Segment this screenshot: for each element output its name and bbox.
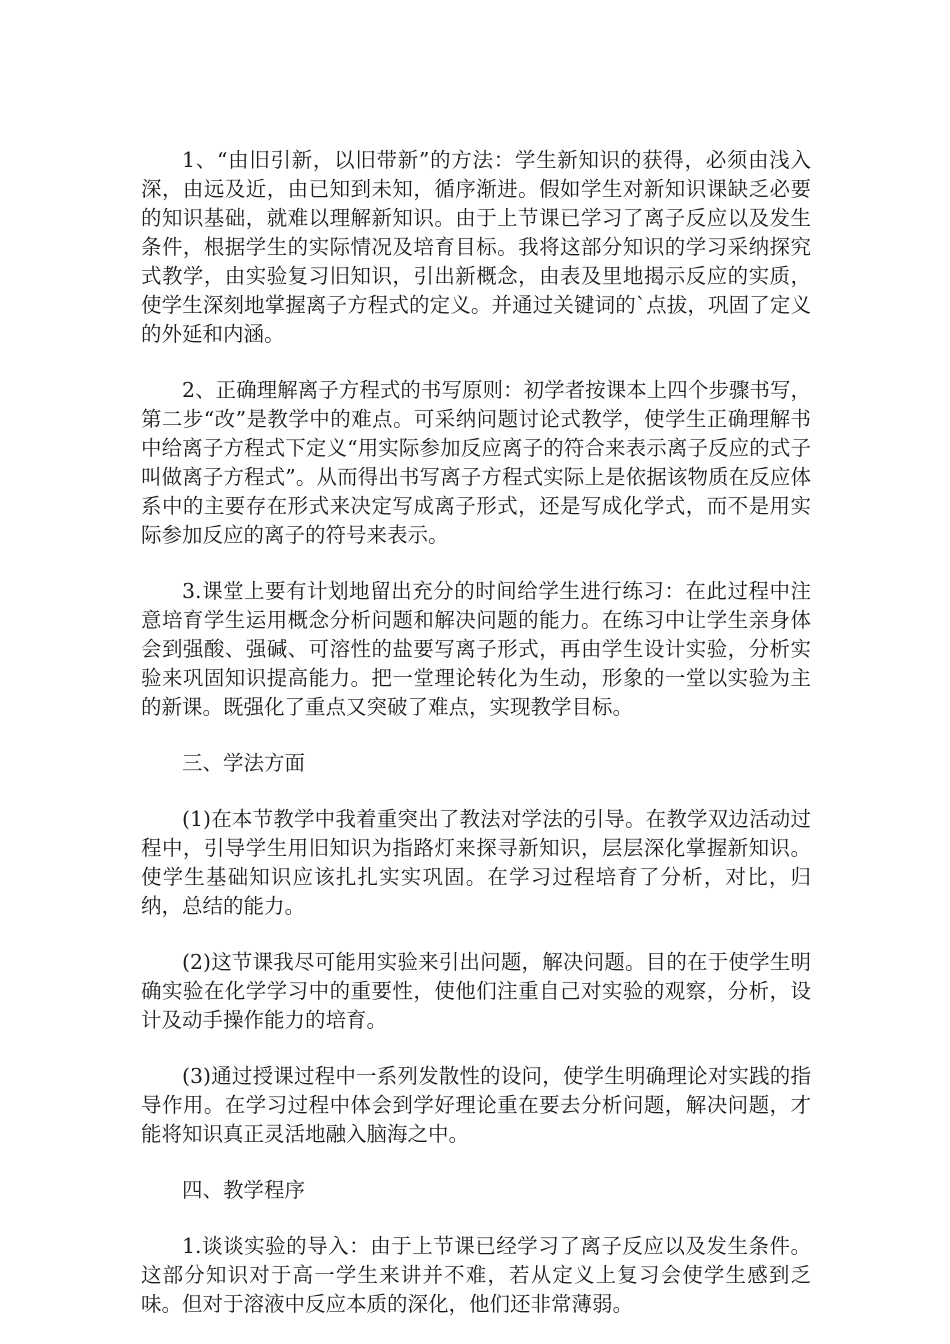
paragraph-experiment-introduction: 1.谈谈实验的导入：由于上节课已经学习了离子反应以及发生条件。这部分知识对于高一学生来讲并不难，若从定义上复习会使学生感到乏味。但对于溶液中反应本质的深化，他们还非常薄弱。 (141, 1234, 811, 1316)
section-heading-learning-methods: 三、学法方面 (182, 751, 305, 775)
document-body (141, 146, 811, 1319)
paragraph-ionic-equation-principles: 2、正确理解离子方程式的书写原则：初学者按课本上四个步骤书写，第二步“改”是教学中的难点。可采纳问题讨论式教学，使学生正确理解书中给离子方程式下定义“用实际参加反应离子的符合来表示离子反应的式子叫做离子方程式”。从而得出书写离子方程式实际上是依据该物质在反应体系中的主要存在形式来决定写成离子形式，还是写成化学式，而不是用实际参加反应的离子的符号来表示。 (141, 378, 811, 547)
paragraph-learning-method-2: (2)这节课我尽可能用实验来引出问题，解决问题。目的在于使学生明确实验在化学学习中的重要性，使他们注重自己对实验的观察，分析，设计及动手操作能力的培育。 (141, 950, 811, 1032)
paragraph-learning-method-3: (3)通过授课过程中一系列发散性的设问，使学生明确理论对实践的指导作用。在学习过程中体会到学好理论重在要去分析问题，解决问题，才能将知识真正灵活地融入脑海之中。 (141, 1064, 811, 1146)
paragraph-classroom-practice: 3.课堂上要有计划地留出充分的时间给学生进行练习：在此过程中注意培育学生运用概念分析问题和解决问题的能力。在练习中让学生亲身体会到强酸、强碱、可溶性的盐要写离子形式，再由学生设计实验，分析实验来巩固知识提高能力。把一堂理论转化为生动，形象的一堂以实验为主的新课。既强化了重点又突破了难点，实现教学目标。 (141, 579, 811, 719)
section-heading-teaching-procedure: 四、教学程序 (182, 1178, 305, 1202)
paragraph-learning-method-1: (1)在本节教学中我着重突出了教法对学法的引导。在教学双边活动过程中，引导学生用旧知识为指路灯来探寻新知识，层层深化掌握新知识。使学生基础知识应该扎扎实实巩固。在学习过程培育了分析，对比，归纳，总结的能力。 (141, 807, 811, 918)
paragraph-method-old-to-new: 1、“由旧引新，以旧带新”的方法：学生新知识的获得，必须由浅入深，由远及近，由已知到未知，循序渐进。假如学生对新知识课缺乏必要的知识基础，就难以理解新知识。由于上节课已学习了离子反应以及发生条件，根据学生的实际情况及培育目标。我将这部分知识的学习采纳探究式教学，由实验复习旧知识，引出新概念，由表及里地揭示反应的实质，使学生深刻地掌握离子方程式的定义。并通过关键词的`点拔，巩固了定义的外延和内涵。 (141, 148, 811, 346)
